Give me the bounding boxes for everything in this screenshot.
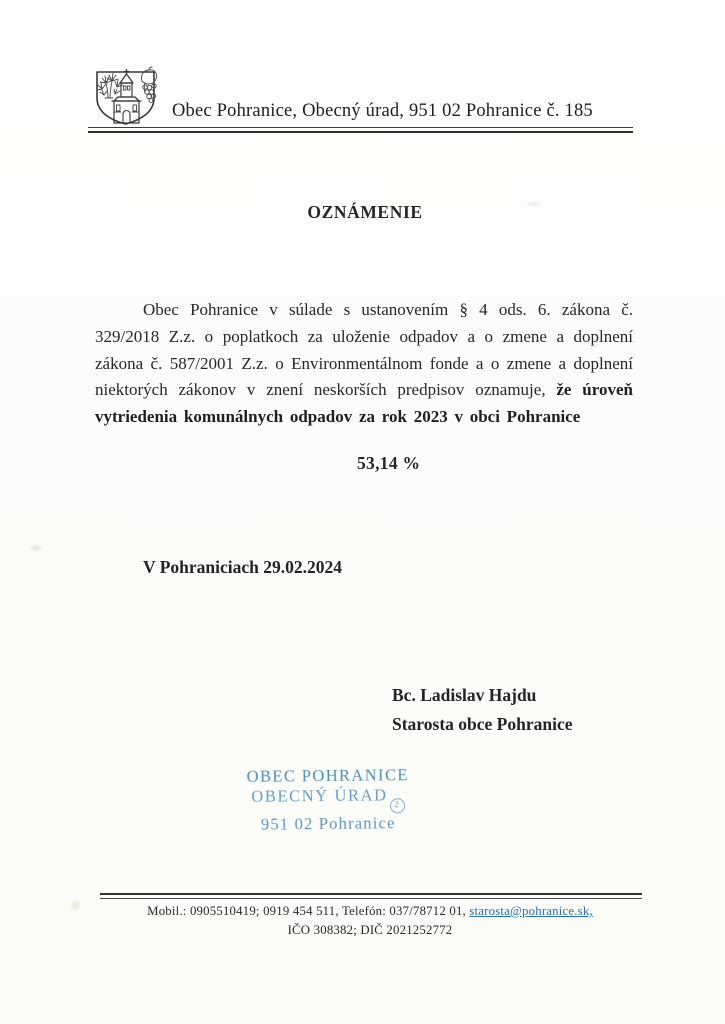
announcement-paragraph xyxy=(95,297,633,431)
scan-smudge-artifact xyxy=(28,544,44,552)
document-title: OZNÁMENIE xyxy=(307,202,423,222)
stamp-number-badge: 2 xyxy=(390,798,405,813)
letterhead-divider xyxy=(88,127,633,133)
footer-contact-block xyxy=(92,902,648,939)
signatory-name: Bc. Ladislav Hajdu xyxy=(392,685,537,705)
signature-block xyxy=(392,681,573,738)
scan-smudge-artifact xyxy=(525,200,543,208)
footer-phones: Mobil.: 0905510419; 0919 454 511, Telefón: 037/78712 01, xyxy=(147,904,470,918)
footer-email-link: starosta@pohranice.sk, xyxy=(469,904,593,918)
municipal-office-stamp xyxy=(233,765,424,834)
sorting-percentage-value: 53,14 % xyxy=(357,453,421,473)
scan-smudge-artifact xyxy=(69,899,82,912)
footer-ids-line: IČO 308382; DIČ 2021252772 xyxy=(287,922,453,937)
place-and-date-line: V Pohraniciach 29.02.2024 xyxy=(143,557,342,577)
footer-divider xyxy=(100,893,642,899)
coat-of-arms-graphic xyxy=(92,65,160,128)
stamp-line-1: OBEC POHRANICE xyxy=(246,765,409,786)
footer-contacts-line xyxy=(92,902,648,921)
stamp-line-2 xyxy=(233,785,423,814)
stamp-line-2-text: OBECNÝ ÚRAD xyxy=(251,785,388,806)
paragraph-bold-text: že úroveň vytriedenia komunálnych odpadov za rok 2023 v obci Pohranice xyxy=(95,380,633,427)
stamp-line-3: 951 02 Pohranice xyxy=(260,812,396,834)
signatory-role: Starosta obce Pohranice xyxy=(392,713,573,734)
letterhead-address: Obec Pohranice, Obecný úrad, 951 02 Pohranice č. 185 xyxy=(172,101,593,121)
paragraph-regular-text: Obec Pohranice v súlade s ustanovením § 4 ods. 6. zákona č. 329/2018 Z.z. o poplatkoch za uloženie odpadov a o zmene a doplnení zákona č. 587/2001 Z.z. o Environmentálnom fonde a o zmene a doplnení niektorých zákonov v znení neskorších predpisov oznamuje, xyxy=(95,300,633,400)
pohranice-coat-of-arms xyxy=(92,65,160,128)
